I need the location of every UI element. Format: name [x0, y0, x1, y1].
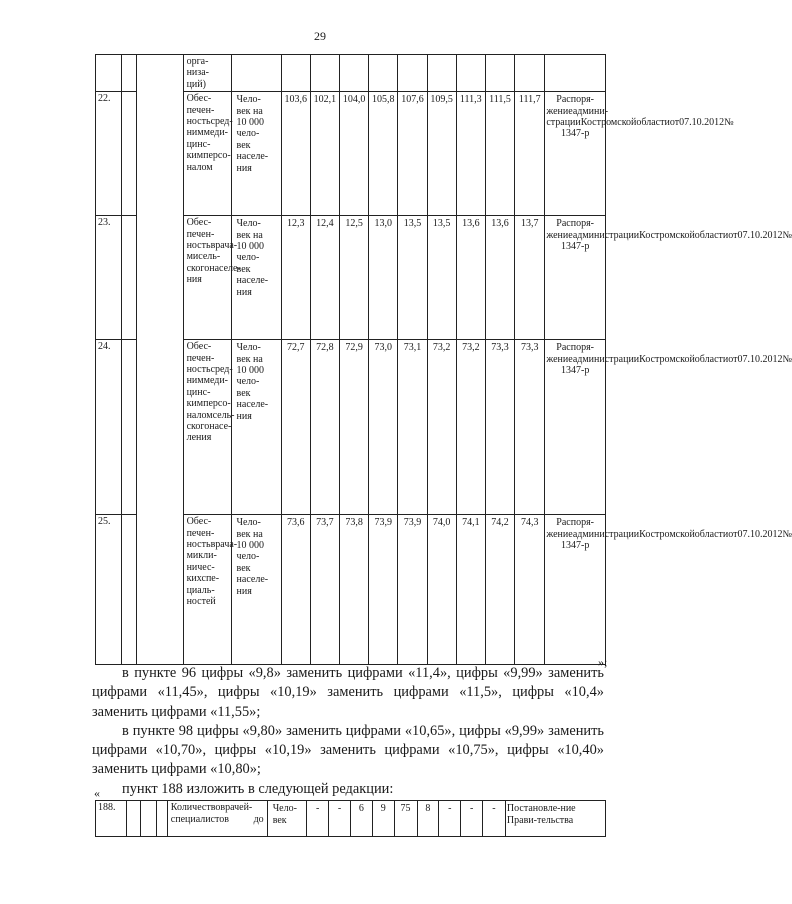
indicator-name-line: ких — [186, 573, 202, 585]
indicator-name-line: ность — [186, 364, 211, 376]
source-document-line: страции — [546, 117, 581, 129]
source-document — [545, 340, 792, 515]
indicator-name-line: печен- — [186, 527, 215, 539]
indicator-value: - — [329, 801, 351, 837]
source-document-line: от — [728, 528, 738, 540]
unit-of-measure — [267, 801, 307, 837]
indicator-value: 73,6 — [281, 515, 310, 665]
indicator-name-line: ким — [186, 398, 204, 410]
indicator-name-line: сель- — [198, 251, 221, 263]
indicator-name-line: ния — [186, 274, 202, 286]
indicator-name-line: меди- — [203, 375, 229, 387]
source-document-line: админист — [572, 229, 614, 241]
unit-line: населе- — [236, 151, 269, 163]
source-document-line: области — [636, 117, 670, 129]
indicator-name-line: персо- — [203, 398, 231, 410]
unit-line: чело- — [236, 128, 260, 140]
source-document-line: 07.10.2012 — [679, 117, 725, 129]
row-number: 25. — [96, 515, 122, 665]
indicator-name-line: ского — [186, 262, 210, 274]
indicator-value: 13,5 — [398, 216, 427, 340]
source-document-line: области — [694, 528, 729, 540]
indicator-name-line: ций) — [186, 78, 206, 90]
indicator-value: 107,6 — [398, 92, 427, 216]
table-row-continuation — [96, 55, 606, 92]
source-document-line: админист — [572, 528, 614, 540]
indicator-value: 72,8 — [310, 340, 339, 515]
source-document-line: области — [694, 229, 729, 241]
indicator-name-line: орга- — [186, 56, 209, 67]
source-document-line: № 1347-р — [560, 117, 734, 140]
indicator-name-line: ления — [186, 432, 212, 444]
row-number: 24. — [96, 340, 122, 515]
cell-empty — [96, 55, 122, 92]
unit-line: ния — [236, 286, 252, 298]
indicator-name — [183, 515, 238, 665]
unit-line: чело- — [236, 551, 260, 563]
cell-empty — [231, 55, 281, 92]
unit-of-measure — [231, 515, 281, 665]
indicator-name-line: врача- — [210, 240, 238, 252]
source-document-line: № 1347-р — [560, 229, 792, 253]
row-number: 22. — [96, 92, 122, 216]
indicator-name-line: специалистов до — [170, 813, 264, 825]
cell-empty — [515, 55, 545, 92]
unit-line: Чело- — [236, 517, 261, 529]
unit-line: 10 000 — [236, 540, 265, 552]
cell-empty — [369, 55, 398, 92]
unit-line: век — [236, 139, 251, 151]
indicator-value: 74,0 — [427, 515, 456, 665]
indicator-name-line: ность — [186, 539, 211, 551]
indicator-name-line: ким — [186, 150, 204, 162]
unit-line: населе- — [236, 399, 269, 411]
indicator-value: 73,8 — [339, 515, 368, 665]
unit-line: чело- — [236, 376, 260, 388]
source-document-line: Костромс — [580, 117, 622, 129]
indicator-name-line: Обес- — [186, 93, 212, 105]
paragraph-item-98: в пункте 98 цифры «9,80» заменить цифрами «10,65», цифры «9,99» заменить цифрами «10,70», цифры «10,19» заменить цифрами «10,75», цифры «10,40» заменить цифрами «10,80»; — [92, 722, 604, 778]
indicator-name — [183, 216, 241, 340]
indicator-name-line: кли- — [198, 550, 217, 562]
cell-empty — [398, 55, 427, 92]
source-document-line: № 1347-р — [560, 353, 792, 377]
source-document-line: жение — [546, 229, 573, 241]
unit-line: Чело- — [272, 803, 297, 814]
cell-empty — [127, 801, 141, 837]
indicator-value: 13,7 — [515, 216, 545, 340]
indicator-value: 9 — [372, 801, 394, 837]
indicator-value: - — [307, 801, 329, 837]
indicator-name-line: налом — [186, 409, 213, 421]
indicator-value: 75 — [394, 801, 417, 837]
indicator-name — [183, 92, 231, 216]
page-number: 29 — [314, 29, 326, 43]
unit-of-measure — [231, 216, 281, 340]
cell-empty — [310, 55, 339, 92]
indicator-value: 73,3 — [485, 340, 514, 515]
paragraph-item-96: в пункте 96 цифры «9,8» заменить цифрами «11,4», цифры «9,99» заменить цифрами «11,45», цифры «10,19» заменить цифрами «11,5», цифры «10,4» заменить цифрами «11,55»; — [92, 665, 604, 720]
source-document-line: от — [728, 229, 738, 241]
source-document-line: от — [728, 353, 738, 365]
unit-line: Чело- — [236, 94, 261, 106]
indicator-value: 6 — [350, 801, 372, 837]
source-document-line: кой — [680, 528, 695, 540]
indicator-value: 73,2 — [456, 340, 485, 515]
indicator-name-line: ним — [186, 375, 204, 387]
cell-spanning — [136, 55, 183, 665]
cell-empty — [456, 55, 485, 92]
indicator-value: 102,1 — [310, 92, 339, 216]
source-document-line: 07.10.2012 — [737, 229, 783, 241]
cell-empty — [122, 92, 137, 216]
source-document-line: ние Прави- — [506, 803, 576, 826]
unit-of-measure — [231, 340, 281, 515]
source-document-line: жение — [546, 528, 573, 540]
source-document-line: 07.10.2012 — [737, 353, 783, 365]
unit-line: Чело- — [236, 342, 261, 354]
unit-line: 10 000 — [236, 117, 265, 129]
indicator-name-line: ничес- — [186, 561, 215, 573]
unit-line: век на — [236, 528, 263, 540]
source-document-line: кой — [621, 117, 637, 129]
unit-line: Чело- — [236, 218, 261, 230]
open-quote-mark: « — [94, 786, 100, 800]
indicator-name-continuation — [183, 55, 231, 92]
indicator-name-line: ним — [186, 127, 204, 139]
source-document-line: № 1347-р — [560, 528, 792, 552]
indicator-value: 73,1 — [398, 340, 427, 515]
cell-empty — [140, 801, 157, 837]
unit-line: населе- — [236, 275, 269, 287]
source-document — [545, 216, 792, 340]
source-document-line: рации — [613, 353, 640, 365]
indicator-value: 74,1 — [456, 515, 485, 665]
source-document-line: жение — [546, 353, 573, 365]
item-188-table-body — [96, 801, 606, 837]
indicator-name-line: ность — [186, 240, 211, 252]
indicator-value: 13,6 — [456, 216, 485, 340]
indicator-name-line: ностей — [186, 596, 216, 608]
indicator-value: 109,5 — [427, 92, 456, 216]
unit-line: 10 000 — [236, 365, 265, 377]
source-document-line: Костромс — [639, 353, 681, 365]
cell-empty — [157, 801, 167, 837]
table-row-item-188 — [96, 801, 606, 837]
indicator-value: 13,5 — [427, 216, 456, 340]
unit-line: век — [236, 387, 251, 399]
cell-empty — [122, 515, 137, 665]
source-document-line: админи- — [572, 105, 609, 117]
unit-line: чело- — [236, 252, 260, 264]
indicator-name-line: цинс- — [186, 138, 211, 150]
indicator-value: 73,0 — [369, 340, 398, 515]
indicator-name-line: печен- — [186, 228, 215, 240]
unit-line: век на — [236, 105, 263, 117]
indicator-name-line: ми — [186, 550, 199, 562]
indicator-value: 73,3 — [515, 340, 545, 515]
row-number: 188. — [96, 801, 127, 837]
indicator-name-line: ского — [186, 421, 210, 433]
source-document-line: рации — [613, 528, 640, 540]
unit-line: населе- — [236, 574, 269, 586]
indicator-value: - — [461, 801, 483, 837]
source-document-line: Постановле- — [506, 803, 561, 814]
item-188-table — [95, 800, 606, 837]
source-document-line: от — [669, 117, 680, 129]
amendment-text — [92, 664, 604, 799]
source-document-line: тельства — [537, 814, 574, 826]
indicator-name-line: печен- — [186, 352, 215, 364]
source-document-line: Распоря- — [556, 517, 595, 529]
indicator-name-line: сель- — [212, 409, 235, 421]
unit-line: 10 000 — [236, 241, 265, 253]
indicator-name-line: насе- — [209, 421, 232, 433]
indicator-name-line: спе- — [201, 573, 220, 585]
indicator-name — [167, 801, 267, 837]
indicator-name-line: врача- — [210, 539, 238, 551]
indicator-name-line: цинс- — [186, 386, 211, 398]
indicators-table-body — [96, 55, 792, 665]
unit-line: век на — [236, 229, 263, 241]
indicator-value: 13,0 — [369, 216, 398, 340]
source-document-line: Распоря- — [556, 218, 595, 230]
indicator-value: 111,3 — [456, 92, 485, 216]
source-document — [505, 801, 605, 837]
indicator-value: 73,2 — [427, 340, 456, 515]
source-document-line: области — [694, 353, 729, 365]
indicator-value: 12,5 — [339, 216, 368, 340]
indicator-name-line: врачей- — [220, 802, 253, 813]
source-document-line: Распоря- — [556, 342, 595, 354]
indicator-name-line: сред- — [210, 364, 233, 376]
unit-line: век — [236, 562, 251, 574]
indicator-name-line: ми — [186, 251, 199, 263]
source-document-line: рации — [613, 229, 640, 241]
indicator-name-line: низа- — [186, 67, 209, 79]
indicator-value: 73,9 — [398, 515, 427, 665]
table-close-mark: »; — [598, 655, 608, 669]
indicator-name-line: населе- — [209, 262, 241, 274]
indicator-value: 8 — [417, 801, 439, 837]
indicator-name-line: налом — [186, 161, 213, 173]
cell-empty — [545, 55, 606, 92]
cell-empty — [122, 55, 137, 92]
source-document-line: 07.10.2012 — [737, 528, 783, 540]
indicator-value: 104,0 — [339, 92, 368, 216]
indicator-value: 74,2 — [485, 515, 514, 665]
cell-empty — [427, 55, 456, 92]
source-document — [545, 515, 792, 665]
source-document-line: жение — [546, 105, 573, 117]
indicator-value: - — [439, 801, 461, 837]
indicator-name-line: меди- — [203, 127, 229, 139]
source-document-line: кой — [680, 229, 695, 241]
source-document-line: кой — [680, 353, 695, 365]
unit-line: ния — [236, 585, 252, 597]
row-number: 23. — [96, 216, 122, 340]
indicator-value: 72,7 — [281, 340, 310, 515]
unit-line: век — [272, 814, 287, 826]
indicator-value: 105,8 — [369, 92, 398, 216]
indicator-name-line: Количество — [170, 802, 221, 813]
source-document-line: Распоря- — [556, 94, 595, 106]
indicator-name-line: печен- — [186, 104, 215, 116]
cell-empty — [485, 55, 514, 92]
indicator-name-line: персо- — [203, 150, 231, 162]
indicators-table — [95, 54, 792, 665]
unit-of-measure — [231, 92, 281, 216]
indicator-value: 73,7 — [310, 515, 339, 665]
indicator-name-line: Обес- — [186, 341, 212, 353]
indicator-value: 12,3 — [281, 216, 310, 340]
unit-line: ния — [236, 410, 252, 422]
indicator-name-line: ность — [186, 116, 211, 128]
cell-empty — [122, 340, 137, 515]
indicator-value: - — [483, 801, 506, 837]
indicator-name-line: Обес- — [186, 516, 212, 528]
indicator-value: 74,3 — [515, 515, 545, 665]
indicator-name — [183, 340, 235, 515]
indicator-name-line: сред- — [210, 116, 233, 128]
indicator-value: 72,9 — [339, 340, 368, 515]
cell-empty — [281, 55, 310, 92]
source-document-line: админист — [572, 353, 614, 365]
indicator-name-line: Обес- — [186, 217, 212, 229]
indicator-value: 12,4 — [310, 216, 339, 340]
unit-line: век — [236, 263, 251, 275]
indicator-value: 13,6 — [485, 216, 514, 340]
unit-line: век на — [236, 353, 263, 365]
indicator-value: 103,6 — [281, 92, 310, 216]
unit-line: ния — [236, 162, 252, 174]
indicator-value: 111,5 — [485, 92, 514, 216]
source-document-line: Костромс — [639, 528, 681, 540]
cell-empty — [122, 216, 137, 340]
source-document-line: Костромс — [639, 229, 681, 241]
paragraph-item-188: пункт 188 изложить в следующей редакции: — [122, 780, 394, 797]
indicator-value: 111,7 — [515, 92, 545, 216]
indicator-name-line: циаль- — [186, 584, 215, 596]
cell-empty — [339, 55, 368, 92]
source-document — [545, 92, 734, 216]
indicator-value: 73,9 — [369, 515, 398, 665]
